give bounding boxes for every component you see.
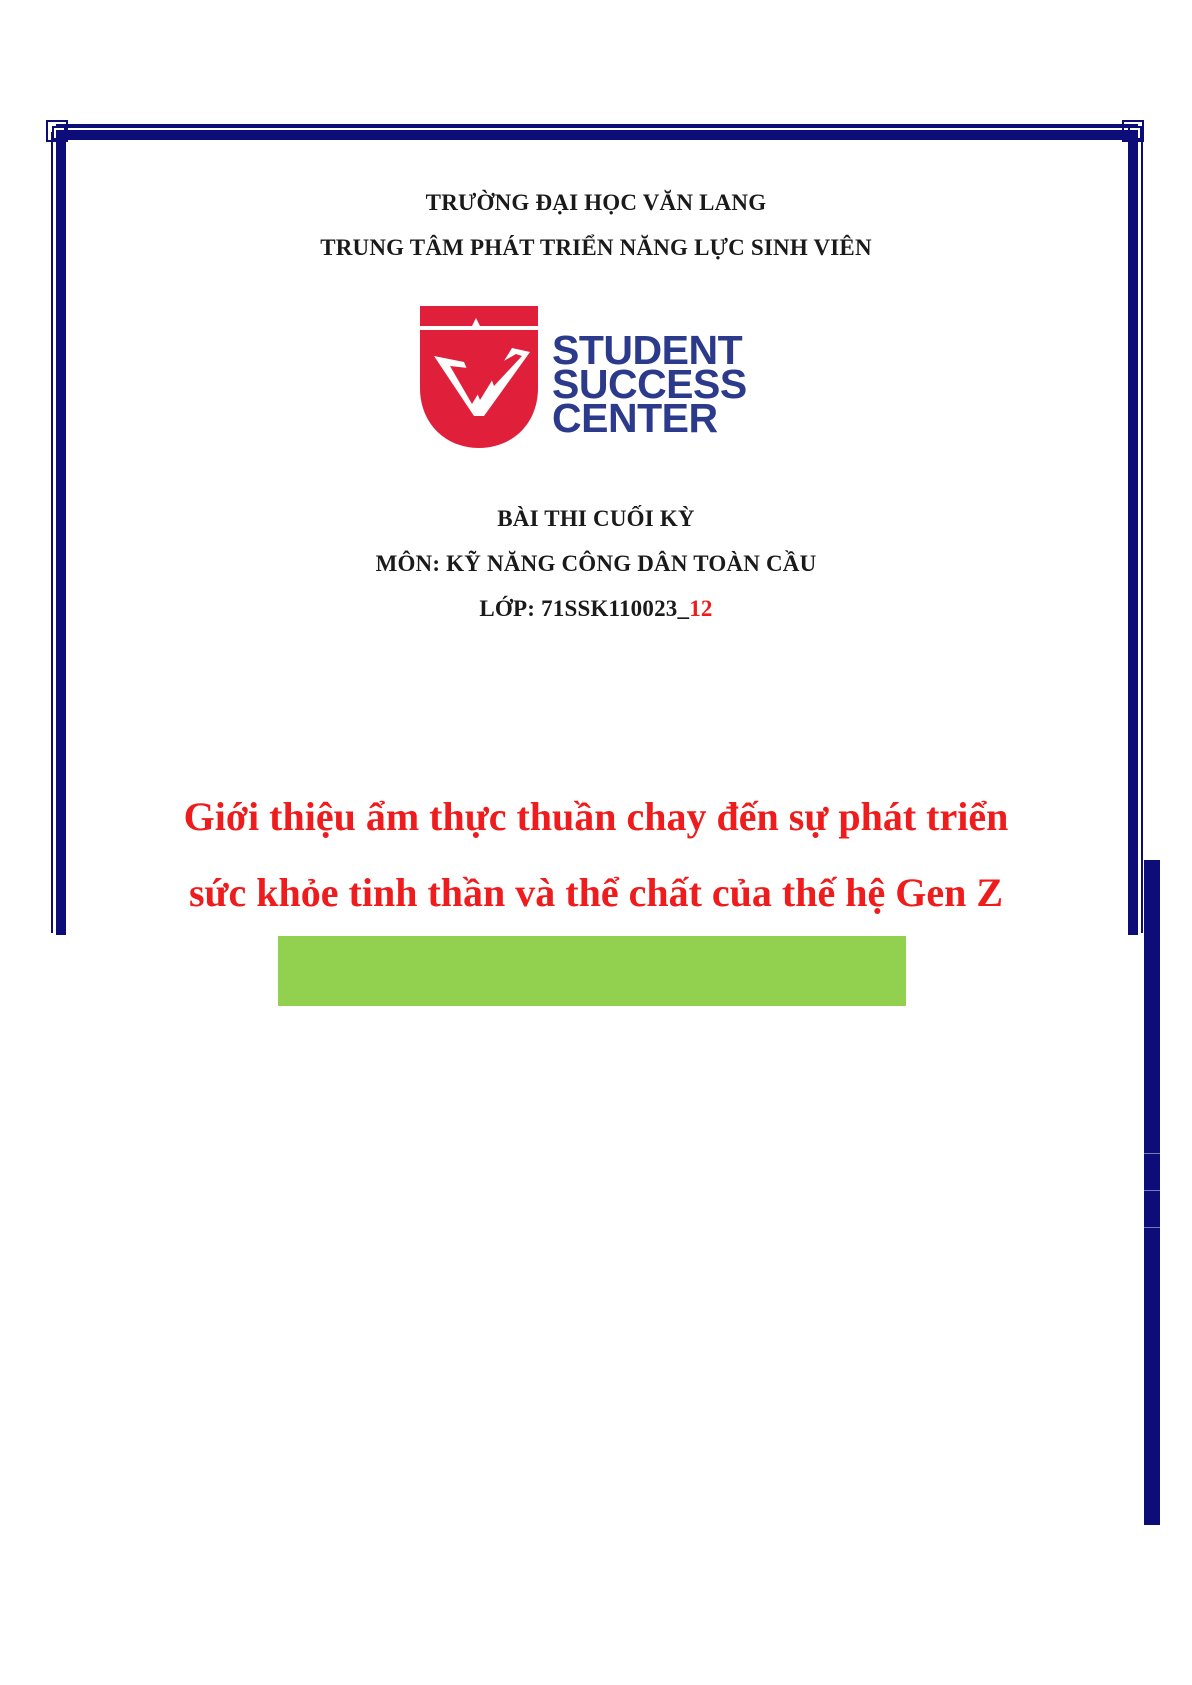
exam-subject: MÔN: KỸ NĂNG CÔNG DÂN TOÀN CẦU — [375, 551, 817, 576]
logo-line-center: CENTER — [552, 395, 718, 441]
green-highlight-bar — [278, 936, 906, 1006]
shield-emblem-icon — [418, 306, 540, 448]
student-success-center-logo — [418, 306, 758, 448]
class-code: LỚP: 71SSK110023_ — [479, 596, 690, 621]
university-name: TRƯỜNG ĐẠI HỌC VĂN LANG — [425, 190, 767, 215]
logo-line-success: SUCCESS — [552, 361, 747, 407]
corner-ornament-top-left — [46, 120, 68, 142]
page-border-top — [56, 128, 1138, 140]
exam-class — [0, 596, 1192, 622]
logo-line-student: STUDENT — [552, 327, 743, 373]
page-border-right-lower — [1144, 860, 1160, 1525]
class-section: 12 — [689, 596, 713, 621]
report-title-line-1: Giới thiệu ẩm thực thuần chay đến sự phát triển — [183, 794, 1009, 839]
exam-type: BÀI THI CUỐI KỲ — [497, 506, 695, 531]
logo-wordmark — [552, 327, 747, 441]
corner-ornament-top-right — [1122, 120, 1144, 142]
center-name: TRUNG TÂM PHÁT TRIỂN NĂNG LỰC SINH VIÊN — [320, 235, 872, 260]
report-title-line-2: sức khỏe tinh thần và thể chất của thế hệ Gen Z — [188, 870, 1004, 915]
